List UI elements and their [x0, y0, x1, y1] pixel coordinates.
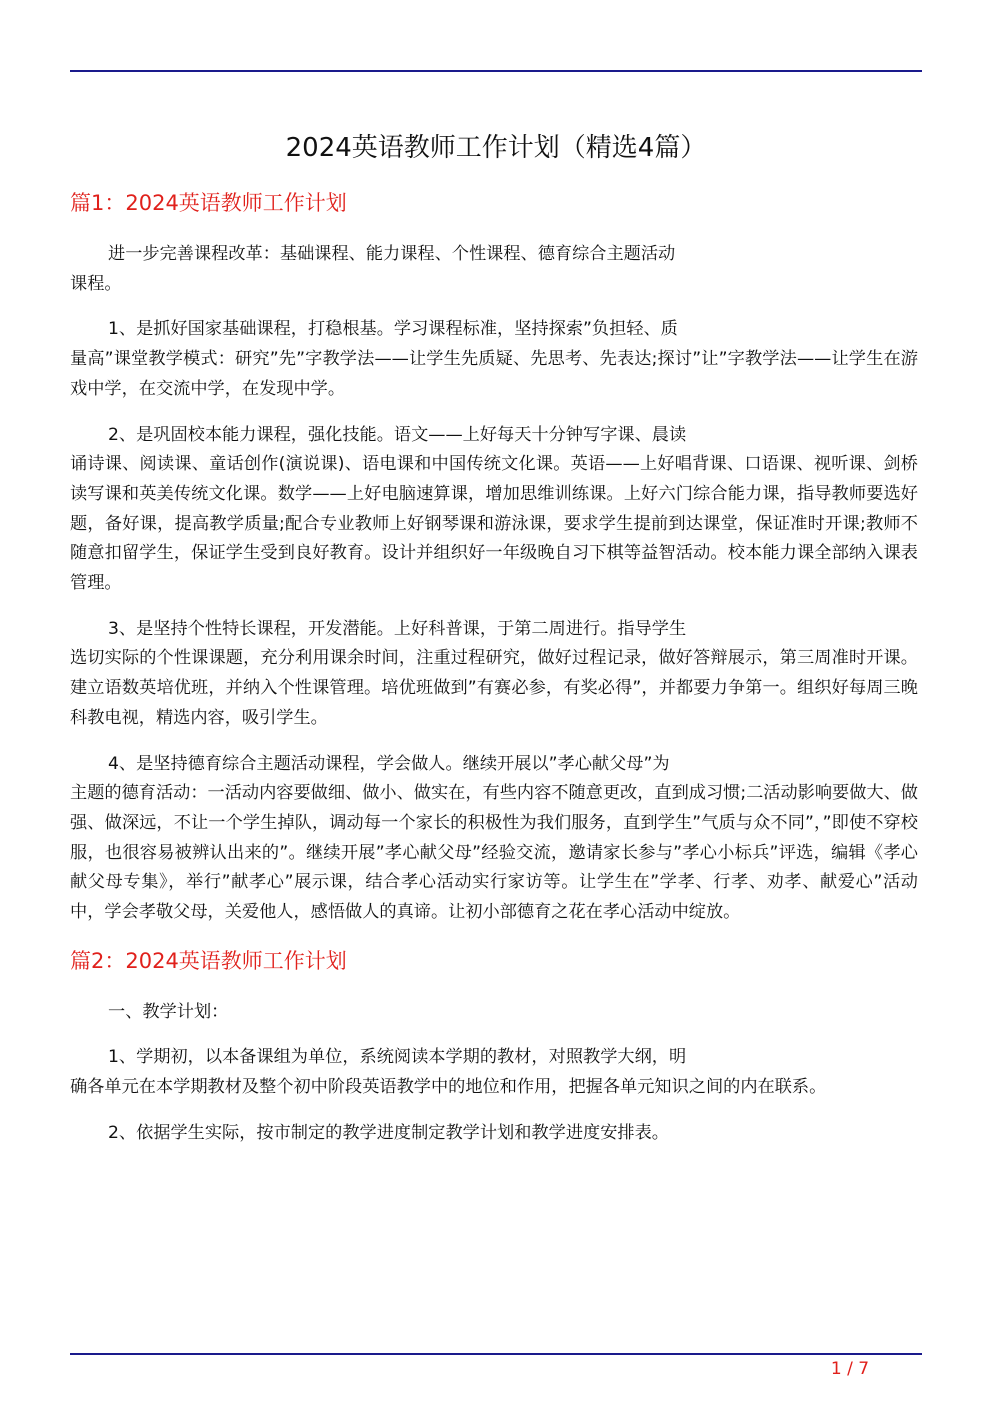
section-heading: 篇2：2024英语教师工作计划: [70, 948, 347, 973]
paragraph: [70, 315, 918, 404]
paragraph-rest: 量高”课堂教学模式：研究”先”字教学法——让学生先质疑、先思考、先表达;探讨”让”字教学法——让学生在游戏中学，在交流中学，在发现中学。: [70, 349, 918, 399]
paragraph: [70, 240, 918, 299]
paragraph-lead: 4、是坚持德育综合主题活动课程，学会做人。继续开展以”孝心献父母”为: [108, 753, 670, 774]
paragraph-lead: 进一步完善课程改革：基础课程、能力课程、个性课程、德育综合主题活动: [108, 244, 676, 264]
paragraph: [70, 1119, 918, 1149]
document-body: [70, 186, 918, 1165]
paragraph-rest: 主题的德育活动：一活动内容要做细、做小、做实在，有些内容不随意更改，直到成习惯;二活动影响要做大、做强、做深远，不让一个学生掉队，调动每一个家长的积极性为我们服务，直到学生”气质与众不同”，”即使不穿校服，也很容易被辨认出来的”。继续开展”孝心献父母”经验交流，邀请家长参与”孝心小标兵”评选，编辑《孝心献父母专集》，举行”献孝心”展示课，结合孝心活动实行家访等。让学生在”学孝、行孝、劝孝、献爱心”活动中，学会孝敬父母，关爱他人，感悟做人的真谛。让初小部德育之花在孝心活动中绽放。: [70, 783, 918, 923]
paragraph-lead: 1、学期初，以本备课组为单位，系统阅读本学期的教材，对照教学大纲，明: [108, 1047, 687, 1068]
paragraph-rest: 选切实际的个性课课题，充分利用课余时间，注重过程研究，做好过程记录，做好答辩展示，第三周准时开课。建立语数英培优班，并纳入个性课管理。培优班做到”有赛必参，有奖必得”，并都要力争第一。组织好每周三晚科教电视，精选内容，吸引学生。: [70, 648, 918, 728]
paragraph: [70, 750, 918, 928]
paragraph-lead: 2、是巩固校本能力课程，强化技能。语文——上好每天十分钟写字课、晨读: [108, 424, 687, 445]
section-heading: 篇1：2024英语教师工作计划: [70, 191, 347, 215]
footer-rule: [70, 1353, 922, 1355]
page-number: 1 / 7: [830, 1359, 870, 1379]
paragraph-rest: 课程。: [70, 273, 122, 294]
paragraph: [70, 615, 918, 734]
paragraph: [70, 998, 918, 1028]
header-rule: [70, 70, 922, 72]
paragraph-lead: 2、依据学生实际，按市制定的教学进度制定教学计划和教学进度安排表。: [108, 1122, 669, 1143]
document-title: 2024英语教师工作计划（精选4篇）: [285, 133, 707, 163]
paragraph-lead: 一、教学计划：: [108, 1001, 229, 1022]
paragraph: [70, 421, 918, 599]
paragraph-rest: 确各单元在本学期教材及整个初中阶段英语教学中的地位和作用，把握各单元知识之间的内在联系。: [70, 1077, 827, 1098]
paragraph: [70, 1043, 918, 1102]
paragraph-lead: 3、是坚持个性特长课程，开发潜能。上好科普课，于第二周进行。指导学生: [108, 618, 687, 639]
paragraph-rest: 诵诗课、阅读课、童话创作(演说课)、语电课和中国传统文化课。英语——上好唱背课、口语课、视听课、剑桥读写课和英美传统文化课。数学——上好电脑速算课，增加思维训练课。上好六门综合能力课，指导教师要选好题，备好课，提高教学质量;配合专业教师上好钢琴课和游泳课，要求学生提前到达课堂，保证准时开课;教师不随意扣留学生，保证学生受到良好教育。设计并组织好一年级晚自习下棋等益智活动。校本能力课全部纳入课表管理。: [70, 454, 918, 594]
paragraph-lead: 1、是抓好国家基础课程，打稳根基。学习课程标准，坚持探索”负担轻、质: [108, 319, 678, 340]
